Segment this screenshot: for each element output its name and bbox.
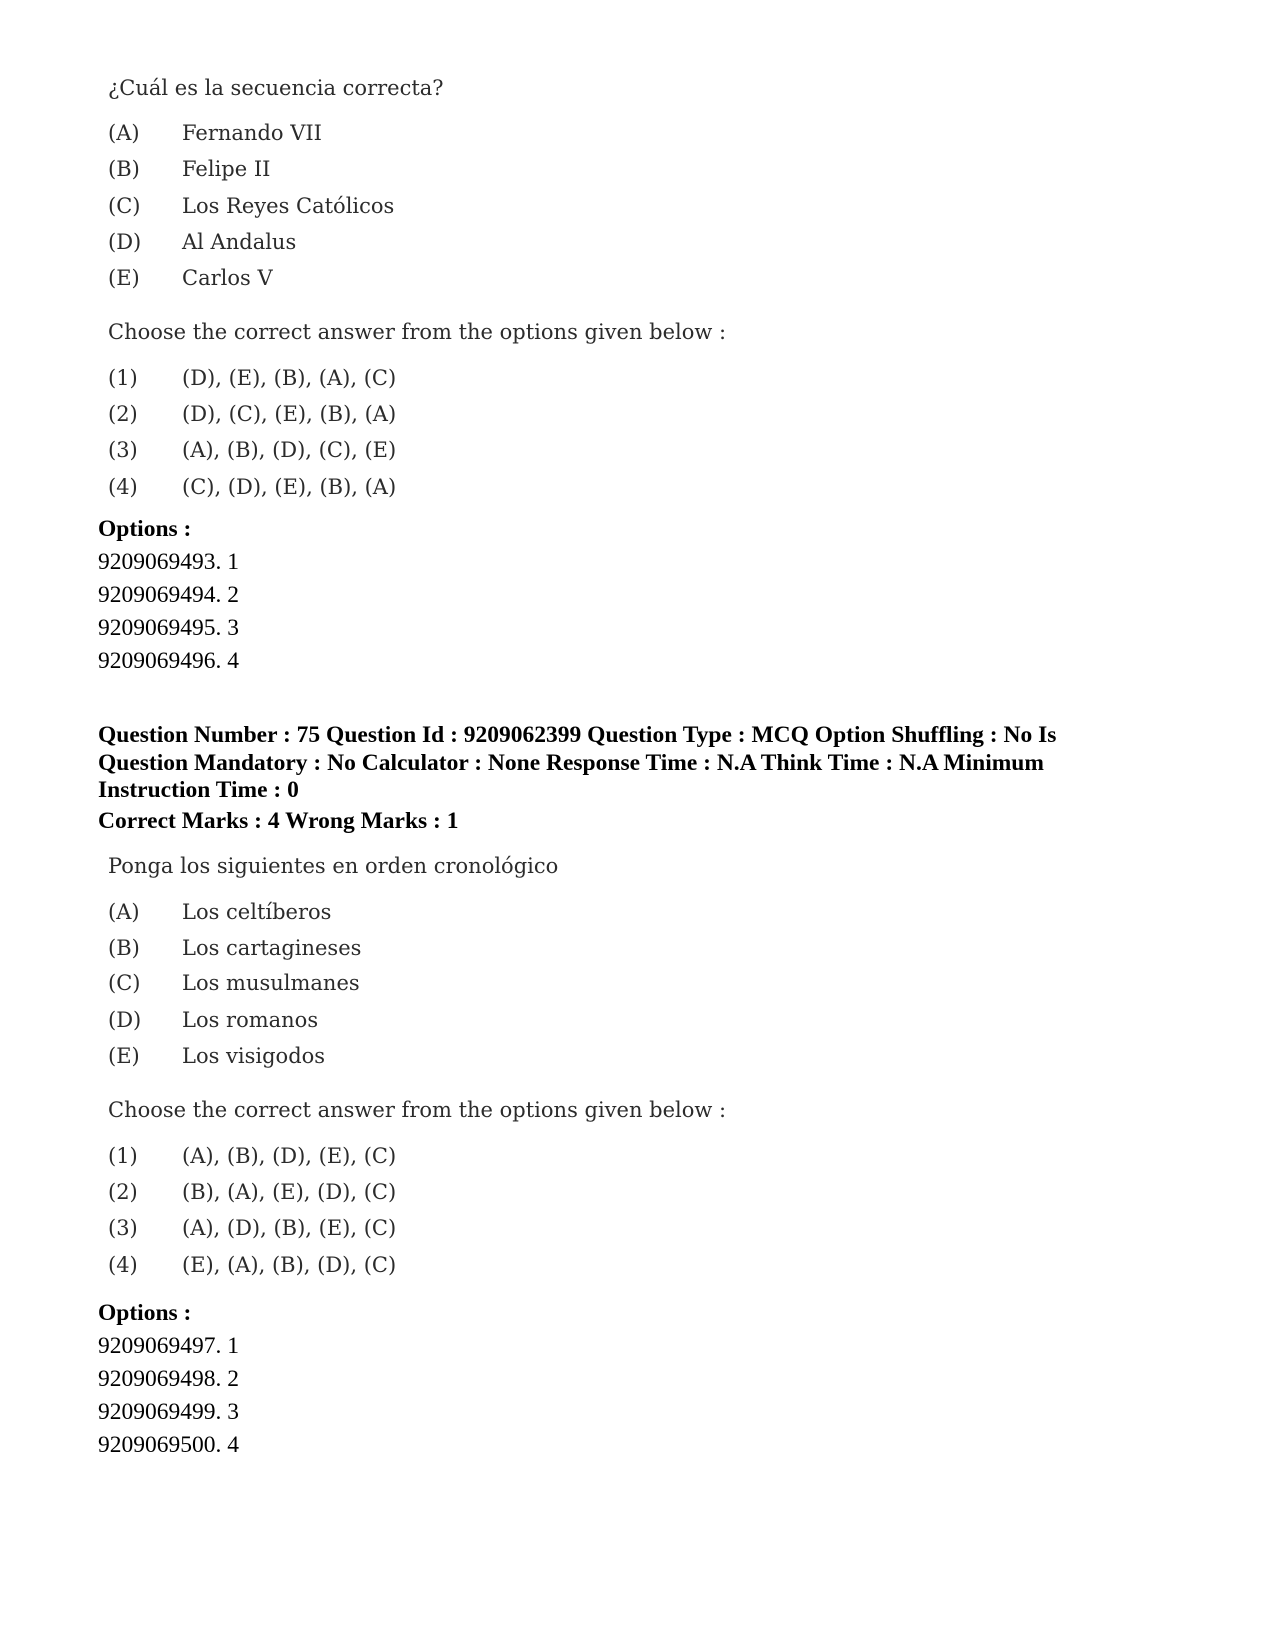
choice-text: (D), (C), (E), (B), (A)	[182, 402, 397, 426]
choice-label: (3)	[108, 1216, 138, 1240]
item-text: Los celtíberos	[182, 900, 332, 924]
item-text: Los romanos	[182, 1008, 319, 1032]
instruction-text: Choose the correct answer from the options given below :	[108, 1098, 727, 1122]
option-id: 9209069500. 4	[98, 1432, 239, 1458]
choice-label: (2)	[108, 1180, 138, 1204]
item-label: (C)	[108, 971, 141, 995]
item-label: (D)	[108, 230, 142, 254]
question-meta-line: Instruction Time : 0	[98, 777, 299, 803]
item-label: (E)	[108, 1044, 140, 1068]
item-label: (C)	[108, 194, 141, 218]
choice-text: (D), (E), (B), (A), (C)	[182, 366, 397, 390]
options-heading: Options :	[98, 516, 192, 542]
question-meta-line: Question Number : 75 Question Id : 9209062399 Question Type : MCQ Option Shuffling : No Is	[98, 722, 1057, 748]
choice-label: (4)	[108, 1253, 138, 1277]
item-text: Carlos V	[182, 266, 273, 290]
item-text: Los visigodos	[182, 1044, 326, 1068]
option-id: 9209069498. 2	[98, 1366, 239, 1392]
option-id: 9209069493. 1	[98, 549, 239, 575]
item-label: (D)	[108, 1008, 142, 1032]
choice-label: (4)	[108, 475, 138, 499]
marks-info: Correct Marks : 4 Wrong Marks : 1	[98, 808, 459, 834]
question-text: ¿Cuál es la secuencia correcta?	[108, 76, 444, 100]
option-id: 9209069499. 3	[98, 1399, 239, 1425]
choice-text: (A), (B), (D), (E), (C)	[182, 1144, 397, 1168]
item-label: (A)	[108, 121, 140, 145]
choice-label: (3)	[108, 438, 138, 462]
option-id: 9209069495. 3	[98, 615, 239, 641]
choice-text: (A), (B), (D), (C), (E)	[182, 438, 397, 462]
choice-text: (A), (D), (B), (E), (C)	[182, 1216, 397, 1240]
item-text: Felipe II	[182, 157, 271, 181]
choice-text: (E), (A), (B), (D), (C)	[182, 1253, 397, 1277]
item-label: (B)	[108, 936, 140, 960]
item-text: Fernando VII	[182, 121, 322, 145]
option-id: 9209069494. 2	[98, 582, 239, 608]
question-meta	[98, 722, 1118, 805]
choice-label: (1)	[108, 1144, 138, 1168]
item-label: (E)	[108, 266, 140, 290]
item-text: Los Reyes Católicos	[182, 194, 395, 218]
option-id: 9209069496. 4	[98, 648, 239, 674]
question-text: Ponga los siguientes en orden cronológico	[108, 854, 559, 878]
choice-label: (2)	[108, 402, 138, 426]
instruction-text: Choose the correct answer from the options given below :	[108, 320, 727, 344]
item-text: Los musulmanes	[182, 971, 360, 995]
option-id: 9209069497. 1	[98, 1333, 239, 1359]
item-text: Los cartagineses	[182, 936, 362, 960]
choice-text: (C), (D), (E), (B), (A)	[182, 475, 397, 499]
choice-label: (1)	[108, 366, 138, 390]
item-label: (B)	[108, 157, 140, 181]
choice-text: (B), (A), (E), (D), (C)	[182, 1180, 397, 1204]
item-text: Al Andalus	[182, 230, 297, 254]
options-heading: Options :	[98, 1300, 192, 1326]
question-meta-line: Question Mandatory : No Calculator : None Response Time : N.A Think Time : N.A Minimum	[98, 749, 1044, 776]
item-label: (A)	[108, 900, 140, 924]
